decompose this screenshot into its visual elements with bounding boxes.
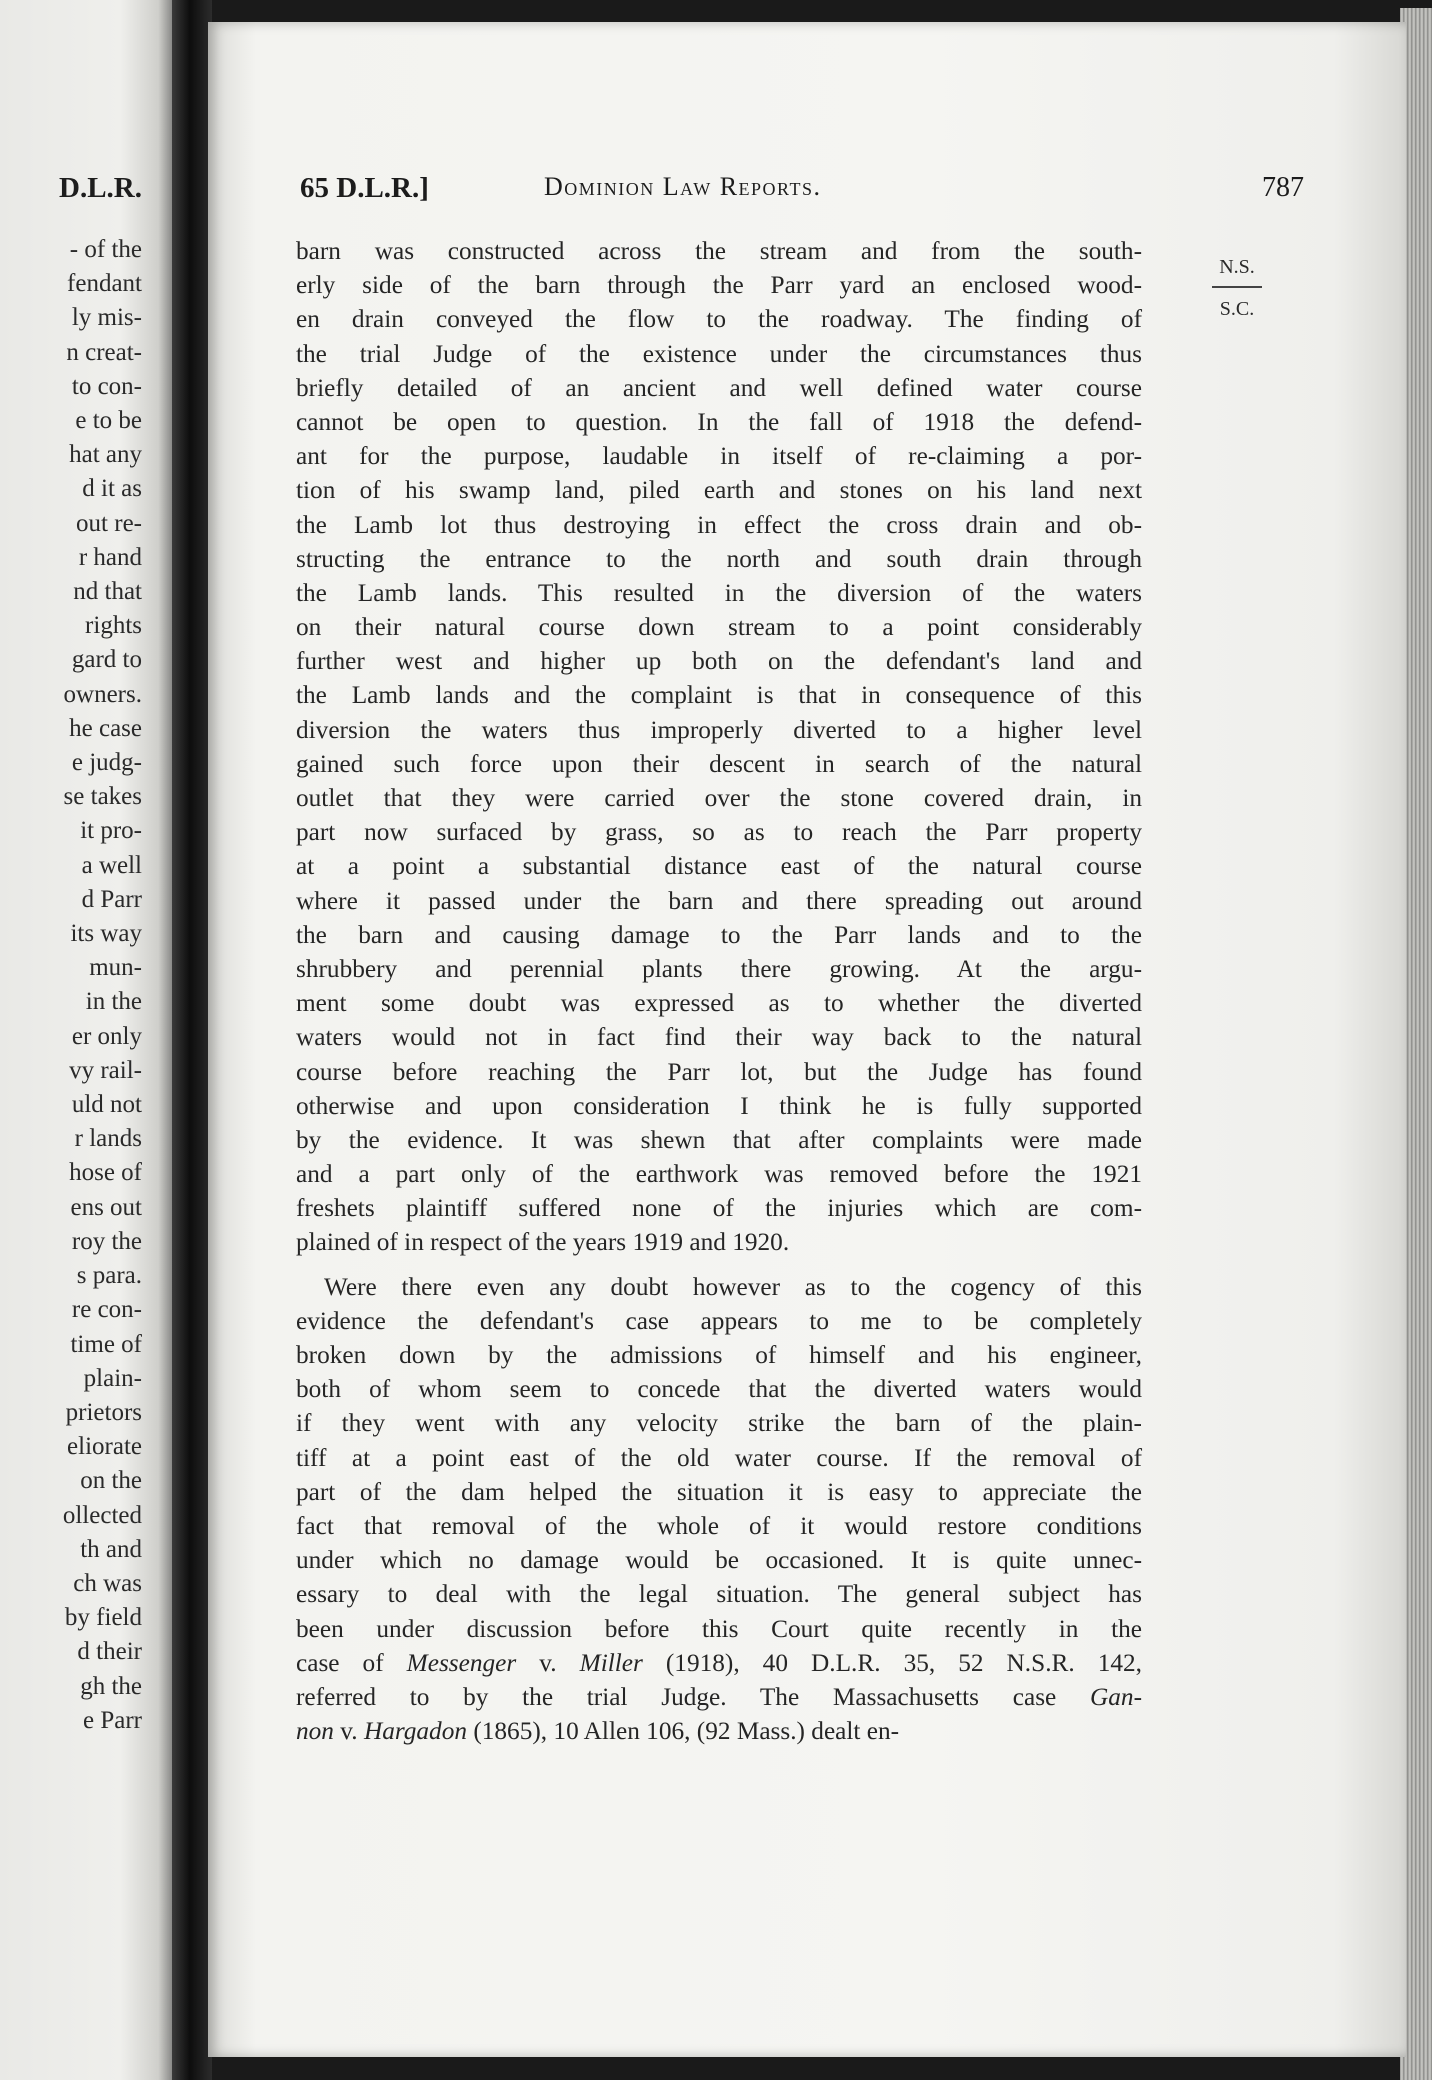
text-line: Were there even any doubt however as to the cogency of this <box>324 1272 1142 1301</box>
facing-page-line: it pro- <box>80 817 142 845</box>
facing-page-line: r hand <box>78 543 142 571</box>
facing-page-line: n creat- <box>66 338 142 366</box>
facing-page-line: nd that <box>73 578 142 606</box>
text-line: on their natural course down stream to a point considerably <box>296 613 1142 642</box>
margin-note-court: S.C. <box>1219 298 1255 320</box>
facing-page-line: its way <box>70 920 142 948</box>
body-text <box>296 234 1142 1748</box>
text-line: diversion the waters thus improperly diverted to a higher level <box>296 715 1142 744</box>
text-line: outlet that they were carried over the stone covered drain, in <box>296 784 1142 812</box>
case-name: non <box>296 1717 334 1746</box>
facing-page-line: re con- <box>71 1296 142 1324</box>
text-line: the Lamb lands. This resulted in the diversion of the waters <box>296 578 1142 607</box>
text-line: shrubbery and perennial plants there growing. At the argu- <box>296 954 1142 983</box>
text-line: waters would not in fact find their way back to the natural <box>296 1023 1142 1052</box>
margin-note-rule <box>1212 286 1262 288</box>
facing-page-line: a well <box>81 851 142 879</box>
facing-page-line: d their <box>77 1638 142 1666</box>
facing-page-line: vy rail- <box>69 1056 142 1084</box>
text-line: further west and higher up both on the defendant's land and <box>296 647 1142 676</box>
facing-page-line: - of the <box>69 236 142 263</box>
text-line: and a part only of the earthwork was removed before the 1921 <box>296 1160 1142 1189</box>
text-line: structing the entrance to the north and south drain through <box>296 544 1142 573</box>
facing-page-line: time of <box>70 1330 142 1358</box>
facing-page-line: hat any <box>69 441 142 469</box>
book-gutter <box>172 0 212 2080</box>
text-line: broken down by the admissions of himself and his engineer, <box>296 1341 1142 1369</box>
facing-page-line: uld not <box>71 1091 142 1119</box>
facing-page-line: to con- <box>71 372 142 400</box>
text-line: case of Messenger v. Miller (1918), 40 D.L.R. 35, 52 N.S.R. 142, <box>296 1648 1143 1677</box>
facing-page-header: D.L.R. <box>59 172 142 204</box>
facing-page-line: e to be <box>75 407 142 435</box>
text-line: where it passed under the barn and there spreading out around <box>296 886 1142 915</box>
margin-note-province: N.S. <box>1219 256 1255 278</box>
facing-page-line: he case <box>69 714 142 742</box>
case-name: Hargadon <box>363 1717 468 1746</box>
margin-note <box>1210 252 1264 324</box>
text-line: been under discussion before this Court quite recently in the <box>296 1614 1142 1643</box>
text-line: essary to deal with the legal situation. The general subject has <box>296 1580 1142 1609</box>
text-line: under which no damage would be occasioned. It is quite unnec- <box>296 1546 1142 1575</box>
facing-page-line: se takes <box>63 783 142 811</box>
facing-page-line: by field <box>64 1604 142 1632</box>
facing-page-line: th and <box>80 1535 142 1563</box>
case-name: Messenger <box>406 1648 517 1677</box>
running-head-volume: 65 D.L.R.] <box>300 172 429 204</box>
facing-page-line: ly mis- <box>71 304 142 332</box>
text-line: otherwise and upon consideration I think he is fully supported <box>296 1091 1142 1120</box>
facing-page-line: mun- <box>89 954 142 982</box>
facing-page-line: on the <box>80 1467 142 1495</box>
facing-page-line: fendant <box>67 270 142 298</box>
facing-page-line: rights <box>85 612 142 640</box>
facing-page-line: r lands <box>74 1125 142 1153</box>
text-line: part now surfaced by grass, so as to reach the Parr property <box>296 818 1142 847</box>
text-line: tion of his swamp land, piled earth and stones on his land next <box>296 476 1142 505</box>
facing-page-line: hose of <box>69 1159 142 1187</box>
text-line: freshets plaintiff suffered none of the injuries which are com- <box>296 1194 1142 1223</box>
text-line: gained such force upon their descent in search of the natural <box>296 749 1142 778</box>
text-line: the barn and causing damage to the Parr lands and to the <box>296 920 1142 949</box>
text-line: the Lamb lot thus destroying in effect the cross drain and ob- <box>296 510 1142 539</box>
text-line: the Lamb lands and the complaint is that in consequence of this <box>296 681 1142 710</box>
text-line: cannot be open to question. In the fall of 1918 the defend- <box>296 407 1142 436</box>
text-line: if they went with any velocity strike the barn of the plain- <box>296 1409 1142 1438</box>
text-line: the trial Judge of the existence under the circumstances thus <box>296 339 1142 368</box>
facing-page-line: out re- <box>76 509 142 537</box>
facing-page-line: prietors <box>65 1398 142 1426</box>
text-line: plained of in respect of the years 1919 and 1920. <box>296 1228 790 1257</box>
text-line: erly side of the barn through the Parr yard an enclosed wood- <box>296 271 1142 300</box>
text-line: part of the dam helped the situation it is easy to appreciate the <box>296 1477 1142 1506</box>
text-line: fact that removal of the whole of it would restore conditions <box>296 1511 1142 1540</box>
running-head-title: Dominion Law Reports. <box>544 172 822 201</box>
case-name: Miller <box>579 1648 643 1677</box>
text-line: at a point a substantial distance east of the natural course <box>296 852 1142 881</box>
text-line: tiff at a point east of the old water course. If the removal of <box>296 1443 1142 1472</box>
facing-page-line: roy the <box>71 1227 142 1255</box>
facing-page-line: er only <box>71 1022 142 1050</box>
case-name: Gan- <box>1090 1682 1142 1711</box>
facing-page-line: s para. <box>76 1262 142 1290</box>
paragraph-1 <box>296 234 1142 1260</box>
facing-page-line: ens out <box>70 1193 142 1221</box>
text-line: non v. Hargadon (1865), 10 Allen 106, (92 Mass.) dealt en- <box>296 1717 900 1746</box>
text-line: course before reaching the Parr lot, but the Judge has found <box>296 1057 1142 1086</box>
facing-page-left <box>0 0 172 2080</box>
facing-page-line: plain- <box>83 1364 142 1392</box>
text-line: barn was constructed across the stream and from the south- <box>296 237 1142 265</box>
facing-page-line: e Parr <box>83 1706 142 1734</box>
facing-page-line: d it as <box>82 475 142 503</box>
facing-page-line: owners. <box>63 680 142 708</box>
page-number: 787 <box>1262 172 1304 203</box>
text-line: referred to by the trial Judge. The Massachusetts case Gan- <box>296 1682 1142 1711</box>
text-line: briefly detailed of an ancient and well defined water course <box>296 373 1142 402</box>
text-line: evidence the defendant's case appears to me to be completely <box>296 1306 1142 1335</box>
text-line: both of whom seem to concede that the diverted waters would <box>296 1375 1142 1404</box>
facing-page-line: e judg- <box>71 749 142 777</box>
paragraph-2 <box>296 1270 1142 1646</box>
facing-page-line: ollected <box>62 1501 142 1529</box>
facing-page-line: ch was <box>73 1569 142 1597</box>
facing-page-line: gh the <box>80 1672 142 1700</box>
facing-page-line: eliorate <box>67 1433 142 1461</box>
facing-page-line: d Parr <box>81 885 142 913</box>
text-line: en drain conveyed the flow to the roadway. The finding of <box>296 305 1142 334</box>
facing-page-line: in the <box>85 988 142 1016</box>
facing-page-text <box>63 233 142 1738</box>
facing-page-line: gard to <box>71 646 142 674</box>
text-line: ant for the purpose, laudable in itself of re-claiming a por- <box>296 442 1142 471</box>
text-line: ment some doubt was expressed as to whether the diverted <box>296 989 1142 1018</box>
text-line: by the evidence. It was shewn that after complaints were made <box>296 1125 1142 1154</box>
